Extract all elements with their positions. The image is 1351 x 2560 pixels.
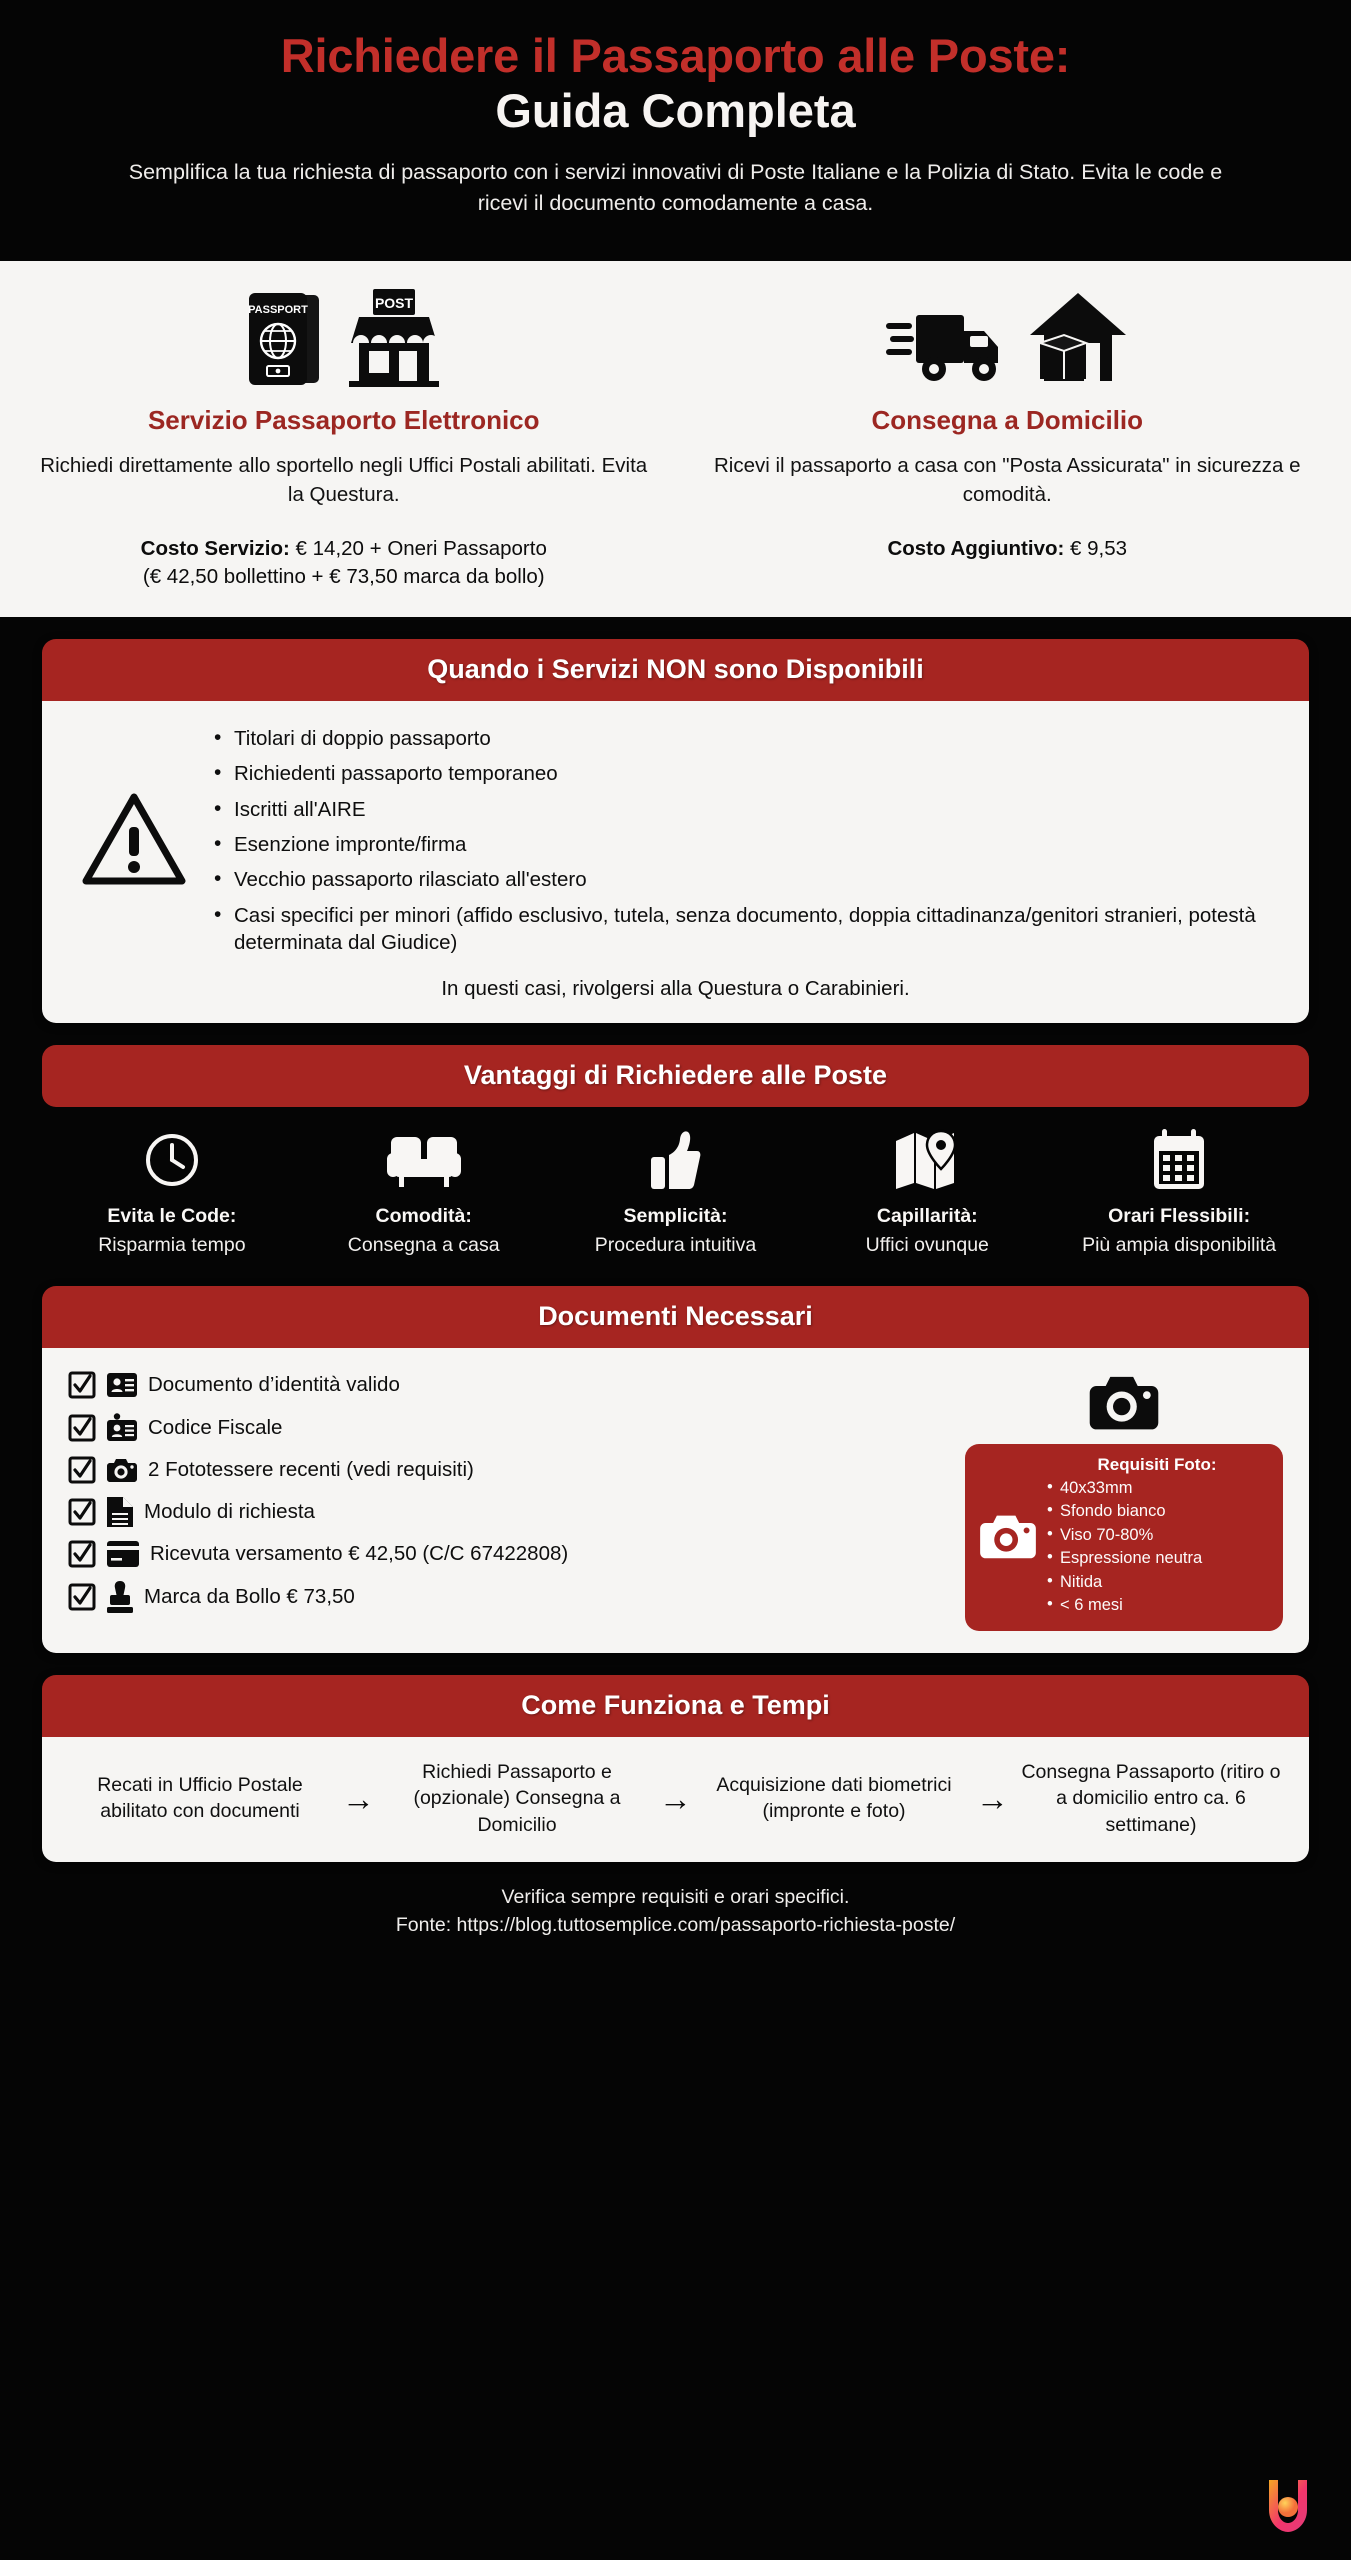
svg-text:PASSPORT: PASSPORT bbox=[247, 304, 308, 317]
calendar-icon bbox=[1059, 1129, 1299, 1191]
arrow-right-icon: → bbox=[976, 1779, 1009, 1817]
checkbox-checked-icon[interactable] bbox=[68, 1540, 96, 1568]
list-item: • Esenzione impronte/firma bbox=[210, 831, 1283, 858]
sofa-icon bbox=[304, 1129, 544, 1191]
service-description: Richiedi direttamente allo sportello negli Uffici Postali abilitati. Evita la Questura. bbox=[40, 454, 648, 506]
photo-requirements-box bbox=[965, 1444, 1283, 1631]
list-item: • Viso 70-80% bbox=[1045, 1524, 1269, 1547]
page-subtitle: Semplifica la tua richiesta di passaporto con i servizi innovativi di Poste Italiane e la Polizia di Stato. Evita le code e ricevi il documento comodamente a casa. bbox=[128, 160, 1223, 215]
section-header: Vantaggi di Richiedere alle Poste bbox=[42, 1045, 1309, 1107]
benefits-strip bbox=[42, 1123, 1309, 1264]
benefit-title: Comodità: bbox=[375, 1204, 472, 1227]
service-icons-group bbox=[694, 283, 1322, 387]
list-item bbox=[68, 1413, 955, 1443]
section-documenti-necessari bbox=[42, 1286, 1309, 1653]
benefit-evita-le-code bbox=[46, 1129, 298, 1258]
id-card-icon bbox=[107, 1370, 137, 1400]
section-body bbox=[42, 1348, 1309, 1653]
benefit-text: Più ampia disponibilità bbox=[1082, 1233, 1277, 1256]
photo-requirements-side bbox=[965, 1368, 1283, 1631]
service-cost-label: Costo Aggiuntivo: bbox=[887, 536, 1065, 560]
page-title-line-2: Guida Completa bbox=[495, 83, 856, 137]
document-label: Documento d’identità valido bbox=[148, 1372, 400, 1396]
list-item bbox=[68, 1497, 955, 1527]
benefit-title: Evita le Code: bbox=[107, 1204, 237, 1227]
id-badge-icon bbox=[107, 1413, 137, 1443]
process-step: Acquisizione dati biometrici (impronte e foto) bbox=[716, 1773, 952, 1823]
list-item: • 40x33mm bbox=[1045, 1477, 1269, 1500]
document-label: 2 Fototessere recenti (vedi requisiti) bbox=[148, 1457, 474, 1481]
service-cost bbox=[30, 535, 658, 591]
unavailable-list bbox=[210, 721, 1283, 957]
checkbox-checked-icon[interactable] bbox=[68, 1583, 96, 1611]
list-item: • Richiedenti passaporto temporaneo bbox=[210, 760, 1283, 787]
services-panel bbox=[0, 261, 1351, 616]
benefit-title: Orari Flessibili: bbox=[1108, 1204, 1251, 1227]
section-header: Documenti Necessari bbox=[42, 1286, 1309, 1348]
post-office-icon bbox=[345, 287, 443, 387]
list-item: • Titolari di doppio passaporto bbox=[210, 725, 1283, 752]
service-cost bbox=[694, 535, 1322, 563]
list-item: • Casi specifici per minori (affido esclusivo, tutela, senza documento, doppia cittadinanza/genitori stranieri, potestà determinata dal Giudice) bbox=[210, 902, 1283, 957]
thumbs-up-icon bbox=[556, 1129, 796, 1191]
checkbox-checked-icon[interactable] bbox=[68, 1414, 96, 1442]
unavailable-note: In questi casi, rivolgersi alla Questura o Carabinieri. bbox=[441, 976, 910, 1000]
delivery-truck-icon bbox=[886, 305, 1006, 387]
checkbox-checked-icon[interactable] bbox=[68, 1498, 96, 1526]
list-item bbox=[68, 1456, 955, 1484]
section-servizi-non-disponibili bbox=[42, 639, 1309, 1023]
arrow-right-icon: → bbox=[659, 1779, 692, 1817]
section-header: Quando i Servizi NON sono Disponibili bbox=[42, 639, 1309, 701]
section-body bbox=[42, 701, 1309, 1023]
checkbox-checked-icon[interactable] bbox=[68, 1371, 96, 1399]
benefit-text: Risparmia tempo bbox=[98, 1233, 246, 1256]
benefit-semplicita bbox=[550, 1129, 802, 1258]
benefit-orari-flessibili bbox=[1053, 1129, 1305, 1258]
document-label: Modulo di richiesta bbox=[144, 1499, 315, 1523]
section-header: Come Funziona e Tempi bbox=[42, 1675, 1309, 1737]
list-item: • < 6 mesi bbox=[1045, 1594, 1269, 1617]
camera-large-icon bbox=[1088, 1370, 1160, 1434]
list-item: • Sfondo bianco bbox=[1045, 1500, 1269, 1523]
footer-note: Verifica sempre requisiti e orari specifici. bbox=[501, 1886, 850, 1909]
service-cost-value: € 14,20 + Oneri Passaporto bbox=[289, 536, 547, 560]
process-step: Richiedi Passaporto e (opzionale) Consegna a Domicilio bbox=[413, 1760, 621, 1836]
benefit-title: Semplicità: bbox=[623, 1204, 728, 1227]
payment-card-icon bbox=[107, 1541, 139, 1567]
page-title-line-1: Richiedere il Passaporto alle Poste: bbox=[280, 29, 1071, 82]
list-item bbox=[68, 1540, 955, 1568]
process-flow bbox=[62, 1755, 1289, 1843]
hero-section bbox=[0, 0, 1351, 240]
list-item: • Vecchio passaporto rilasciato all'estero bbox=[210, 866, 1283, 893]
camera-icon bbox=[107, 1456, 137, 1484]
benefit-text: Consegna a casa bbox=[347, 1233, 500, 1256]
camera-icon bbox=[979, 1510, 1037, 1562]
service-cost-label: Costo Servizio: bbox=[140, 536, 290, 560]
documents-list bbox=[68, 1368, 955, 1631]
list-item: • Espressione neutra bbox=[1045, 1547, 1269, 1570]
benefit-capillarita bbox=[801, 1129, 1053, 1258]
warning-triangle-icon bbox=[68, 791, 194, 887]
footer bbox=[0, 1884, 1351, 1939]
arrow-right-icon: → bbox=[342, 1779, 375, 1817]
document-label: Ricevuta versamento € 42,50 (C/C 67422808) bbox=[150, 1541, 569, 1565]
list-item: • Nitida bbox=[1045, 1571, 1269, 1594]
process-step: Consegna Passaporto (ritiro o a domicilio entro ca. 6 settimane) bbox=[1021, 1760, 1281, 1836]
service-cost-detail: (€ 42,50 bollettino + € 73,50 marca da bollo) bbox=[142, 564, 545, 588]
service-cost-value: € 9,53 bbox=[1064, 536, 1128, 560]
benefit-text: Procedura intuitiva bbox=[594, 1233, 757, 1256]
benefit-text: Uffici ovunque bbox=[865, 1233, 989, 1256]
benefit-comodita bbox=[298, 1129, 550, 1258]
checkbox-checked-icon[interactable] bbox=[68, 1456, 96, 1484]
list-item: • Iscritti all'AIRE bbox=[210, 796, 1283, 823]
benefit-title: Capillarità: bbox=[876, 1204, 978, 1227]
document-icon bbox=[107, 1497, 133, 1527]
document-label: Codice Fiscale bbox=[148, 1415, 283, 1439]
photo-requirements-title: Requisiti Foto: bbox=[1097, 1455, 1217, 1474]
service-card-passaporto-elettronico bbox=[12, 283, 676, 590]
list-item bbox=[68, 1370, 955, 1400]
passport-icon bbox=[245, 291, 323, 387]
house-package-icon bbox=[1028, 291, 1128, 387]
footer-source: Fonte: https://blog.tuttosemplice.com/passaporto-richiesta-poste/ bbox=[395, 1913, 956, 1936]
service-icons-group bbox=[30, 283, 658, 387]
service-description: Ricevi il passaporto a casa con "Posta Assicurata" in sicurezza e comodità. bbox=[713, 454, 1301, 506]
clock-icon bbox=[52, 1129, 292, 1191]
service-card-consegna-domicilio bbox=[676, 283, 1340, 590]
section-come-funziona bbox=[42, 1675, 1309, 1863]
brand-logo bbox=[1261, 2476, 1315, 2538]
list-item bbox=[68, 1581, 955, 1613]
section-vantaggi-header-wrap bbox=[42, 1045, 1309, 1107]
svg-text:POST: POST bbox=[374, 295, 413, 312]
section-body bbox=[42, 1737, 1309, 1863]
stamp-icon bbox=[107, 1581, 133, 1613]
service-heading: Consegna a Domicilio bbox=[871, 405, 1144, 436]
service-heading: Servizio Passaporto Elettronico bbox=[147, 405, 540, 436]
process-step: Recati in Ufficio Postale abilitato con documenti bbox=[97, 1773, 303, 1823]
photo-requirements-list bbox=[1045, 1477, 1269, 1618]
document-label: Marca da Bollo € 73,50 bbox=[144, 1584, 355, 1608]
map-pin-icon bbox=[807, 1129, 1047, 1191]
